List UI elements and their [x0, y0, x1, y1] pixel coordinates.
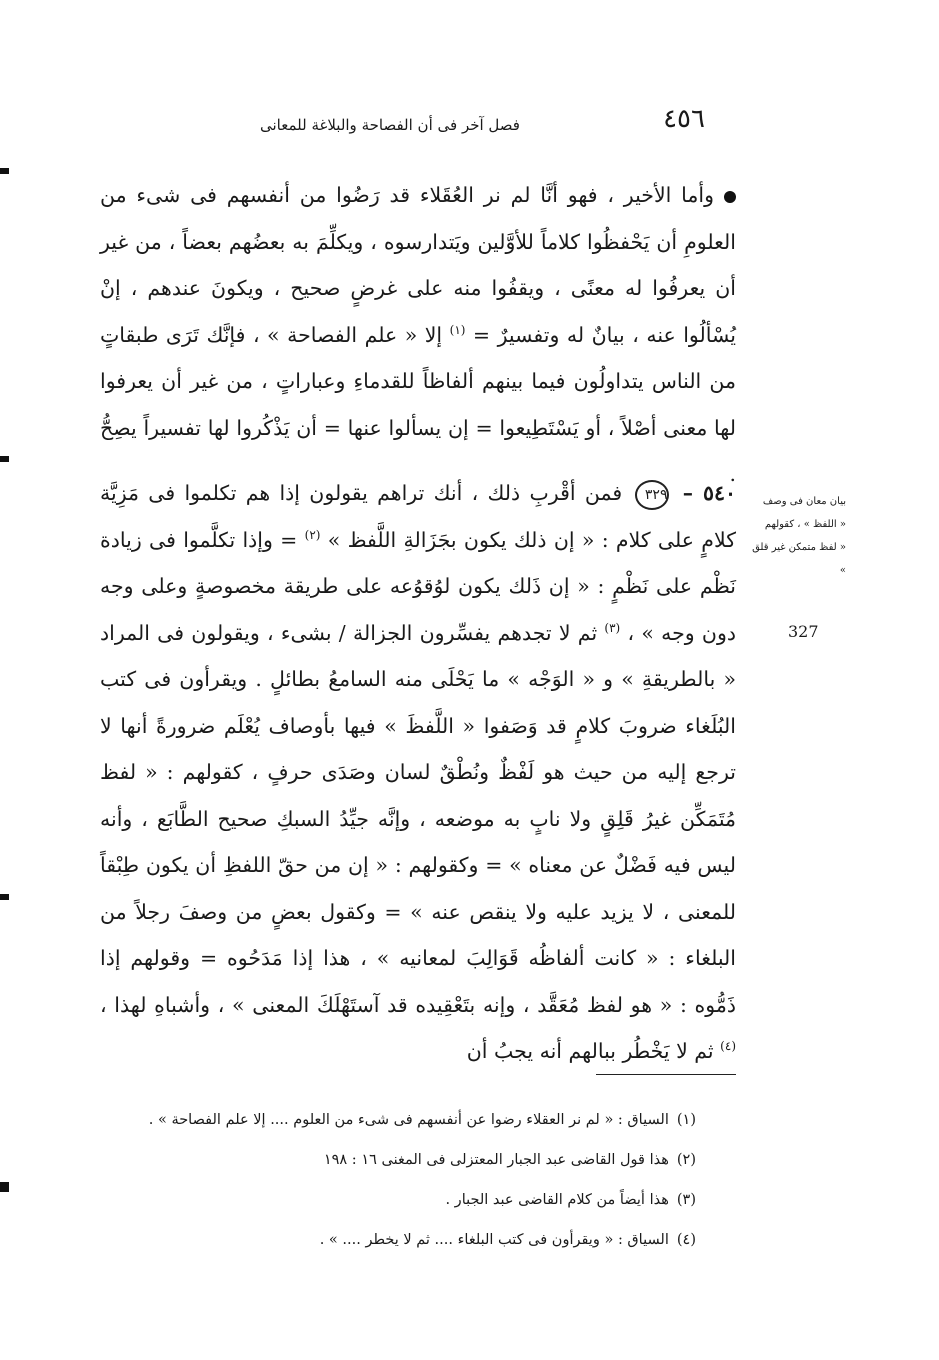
page-number: ٤٥٦: [663, 104, 705, 134]
footnote-divider: [596, 1074, 736, 1075]
scan-edge-mark: [0, 1182, 9, 1192]
footnote: [100, 1180, 696, 1220]
footnote-number: (٣): [676, 1192, 696, 1208]
body-paragraph-1: [100, 172, 736, 498]
footnote-number: (٤): [676, 1232, 696, 1248]
footnote: [100, 1220, 696, 1260]
footnotes: [100, 1100, 696, 1260]
margin-note: [752, 490, 846, 582]
footnote-ref[interactable]: (٣): [604, 620, 621, 635]
scan-edge-mark: [0, 168, 9, 174]
margin-note-line: « لفظ متمكن غير قلق »: [752, 542, 846, 576]
margin-note-line: « اللفظ » ، كقولهم: [764, 519, 846, 530]
running-head: فصل آخر فى أن الفصاحة والبلاغة للمعانى: [260, 116, 520, 134]
footnote-text: السياق : « ويقرأون فى كتب البلغاء .... ثم لا يخطر .... » .: [319, 1232, 669, 1248]
footnote-ref[interactable]: (١): [449, 322, 466, 337]
paragraph-number: ٥٤٠ –: [682, 481, 737, 505]
footnote-number: (١): [676, 1112, 696, 1128]
paragraph-text: إلا « علم الفصاحة » ، فإنَّك تَرَى طبقاتٍ من الناس يتداولُون فيما بينهم ألفاظاً للقدماءِ وعباراتٍ ، من غير أن يعرفوا لها معنى أصْلاً ، أو يَسْتَطِيعوا = إن يسألوا عنها = أن يَذْكُروا لها تفسيراً يصِحُّ .: [100, 322, 736, 486]
paragraph-text: ثم لا يَخْطُر ببالهم أنه يجبُ أن: [466, 1039, 721, 1063]
paragraph-text: = وإذا تكلَّموا فى زيادة نَظْم على نَظْمٍ : « إن ذَلك يكون لوُقوُعه على طريقة مخصوصةٍ وعلى وجه دون وجه » ،: [100, 527, 737, 645]
paragraph-text: فمن أقْربِ ذلك ، أنك تراهم يقولون إذا هم تكلموا فى مَزِيَّة كلامٍ على كلام : « إن ذلك يكون بجَزَالةِ اللَّفظ »: [100, 481, 736, 552]
footnote-ref[interactable]: (٢): [304, 527, 321, 542]
bullet-icon: [724, 191, 736, 203]
footnote-text: هذا قول القاضى عبد الجبار المعتزلى فى المغنى ١٦ : ١٩٨: [323, 1152, 669, 1168]
paragraph-text: ثم لا تجدهم يفسِّرون الجزالة / بشىء ، ويقولون فى المراد « بالطريقةِ » و « الوَجْه » ما يَحْلَى منه السامعُ بطائلٍ . ويقرأون فى كتب البُلَغاء ضروبَ كلامٍ قد وَصَفوا « اللَّفظَ » فيها بأوصاف يُعْلَم ضرورةً أنها لا ترجع إليه من حيث هو لَفْظٌ ونُطْقٌ لسان وصَدَى حرفٍ ، كقولهم : « لفظ مُتَمَكِّن غيرُ قَلِقٍ ولا نابٍ به موضعه ، وإنَّه جيِّدُ السبكِ صحيح الطَّابَع ، وأنه ليس فيه فَضْلٌ عن معناه » = وكقولهم : « إن من حقّ اللفظِ أن يكون طِبْقاً للمعنى ، لا يزيد عليه ولا ينقص عنه » = وكقول بعضٍ من وصفَ رجلاً من البلغاء : « كانت ألفاظُه قَوَالِبَ لمعانيه » ، هذا إذا مَدَحُوه = وقولهم إذا ذَمُّوه : « هو لفظ مُعَقَّد ، وإنه بتَعْقِيده قد آستَهْلَكَ المعنى » ، وأشباهِ لهذا ،: [100, 620, 736, 1017]
paragraph-text: وأما الأخير ، فهو أنَّا لم نر العُقَلاء قد رَضُوا من أنفسهم فى شىء من العلومِ أن يَحْفظُوا كلاماً للأوَّلين ويَتدارسوه ، ويكلِّمَ به بعضُهم بعضاً ، من غير أن يعرفُوا له معنًى ، ويقفُوا منه على غرضٍ صحيح ، ويكونَ عندهم ، إنْ يُسْألُوا عنه ، بيانٌ له وتفسيرٌ =: [100, 183, 737, 347]
footnote: [100, 1100, 696, 1140]
margin-note-line: بيان معان فى وصف: [762, 496, 846, 507]
margin-page-reference: 327: [788, 622, 819, 641]
scan-edge-mark: [0, 894, 9, 900]
footnote: [100, 1140, 696, 1180]
footnote-number: (٢): [676, 1152, 696, 1168]
circled-section-number: ٣٢٩: [635, 480, 669, 510]
footnote-ref[interactable]: (٤): [720, 1039, 736, 1054]
footnote-text: السياق : « لم نر العقلاء رضوا عن أنفسهم فى شىء من العلوم .... إلا علم الفصاحة » .: [148, 1112, 669, 1128]
scan-edge-mark: [0, 456, 9, 462]
body-paragraph-2: [100, 470, 736, 1075]
footnote-text: هذا أيضاً من كلام القاضى عبد الجبار .: [445, 1192, 669, 1208]
